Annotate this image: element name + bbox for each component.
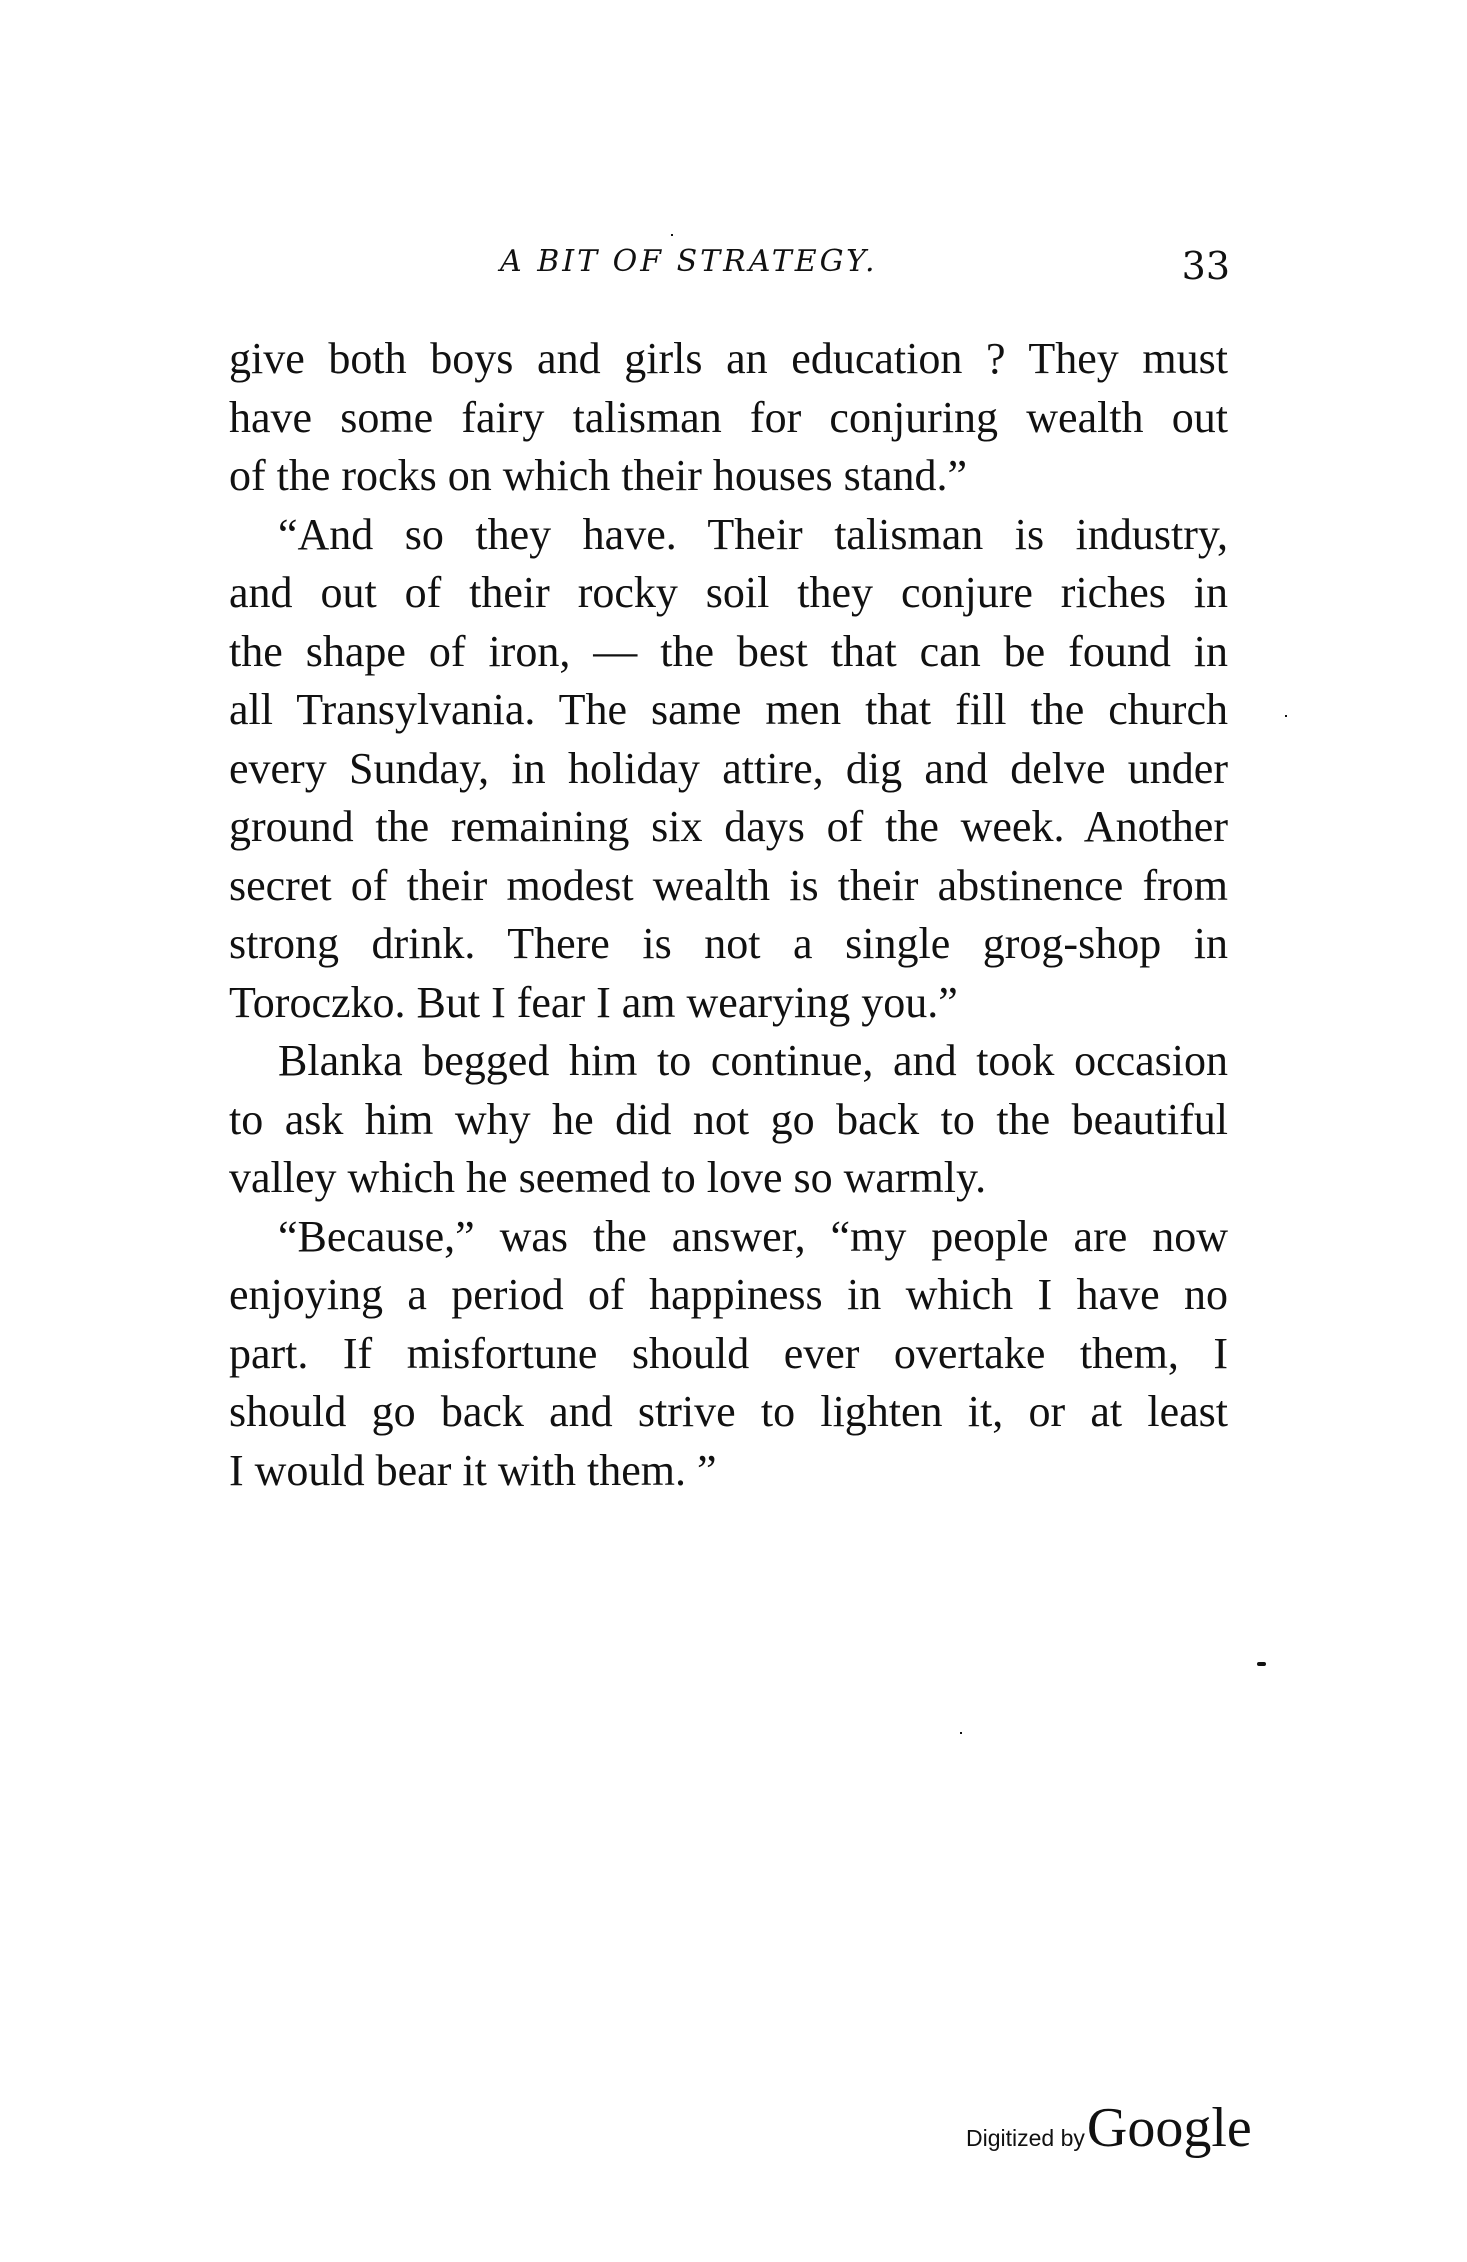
text-line: all Transylvania. The same men that fill the church [229, 685, 1228, 734]
text-line: valley which he seemed to love so warmly. [229, 1153, 987, 1202]
text-line: “Because,” was the answer, “my people are now [278, 1211, 1228, 1261]
text-line: every Sunday, in holiday attire, dig and delve under [229, 743, 1228, 793]
text-line: and out of their rocky soil they conjure riches in [229, 568, 1228, 617]
text-line: “And so they have. Their talisman is industry, [278, 509, 1228, 559]
text-line: of the rocks on which their houses stand.” [229, 451, 968, 500]
text-line: to ask him why he did not go back to the beautiful [229, 1094, 1228, 1144]
text-line: strong drink. There is not a single grog-shop in [229, 919, 1228, 968]
page-number: 33 [1181, 244, 1230, 288]
text-line: have some fairy talisman for conjuring wealth out [229, 392, 1228, 442]
body-text [229, 330, 1228, 1500]
scan-speck [1285, 715, 1287, 717]
text-line: part. If misfortune should ever overtake them, I [229, 1328, 1228, 1378]
digitized-label: Digitized by [966, 2125, 1085, 2151]
text-line: secret of their modest wealth is their abstinence from [229, 860, 1228, 910]
scan-mark [1257, 1662, 1266, 1666]
text-line: enjoying a period of happiness in which I have no [229, 1270, 1228, 1319]
scan-speck [671, 234, 673, 236]
running-head: A BIT OF STRATEGY. [500, 244, 878, 279]
text-line: give both boys and girls an education ? They must [229, 334, 1228, 383]
google-logo: Google [1086, 2097, 1252, 2159]
text-line: should go back and strive to lighten it, or at least [229, 1387, 1228, 1436]
text-line: Blanka begged him to continue, and took occasion [278, 1036, 1228, 1085]
text-line: the shape of iron, — the best that can be found in [229, 626, 1228, 676]
text-line: ground the remaining six days of the week. Another [229, 802, 1228, 851]
scan-speck [960, 1732, 962, 1734]
text-line: I would bear it with them. ” [229, 1445, 717, 1495]
text-line: Toroczko. But I fear I am wearying you.” [229, 977, 958, 1027]
digitized-by-google-watermark [966, 2096, 1252, 2159]
